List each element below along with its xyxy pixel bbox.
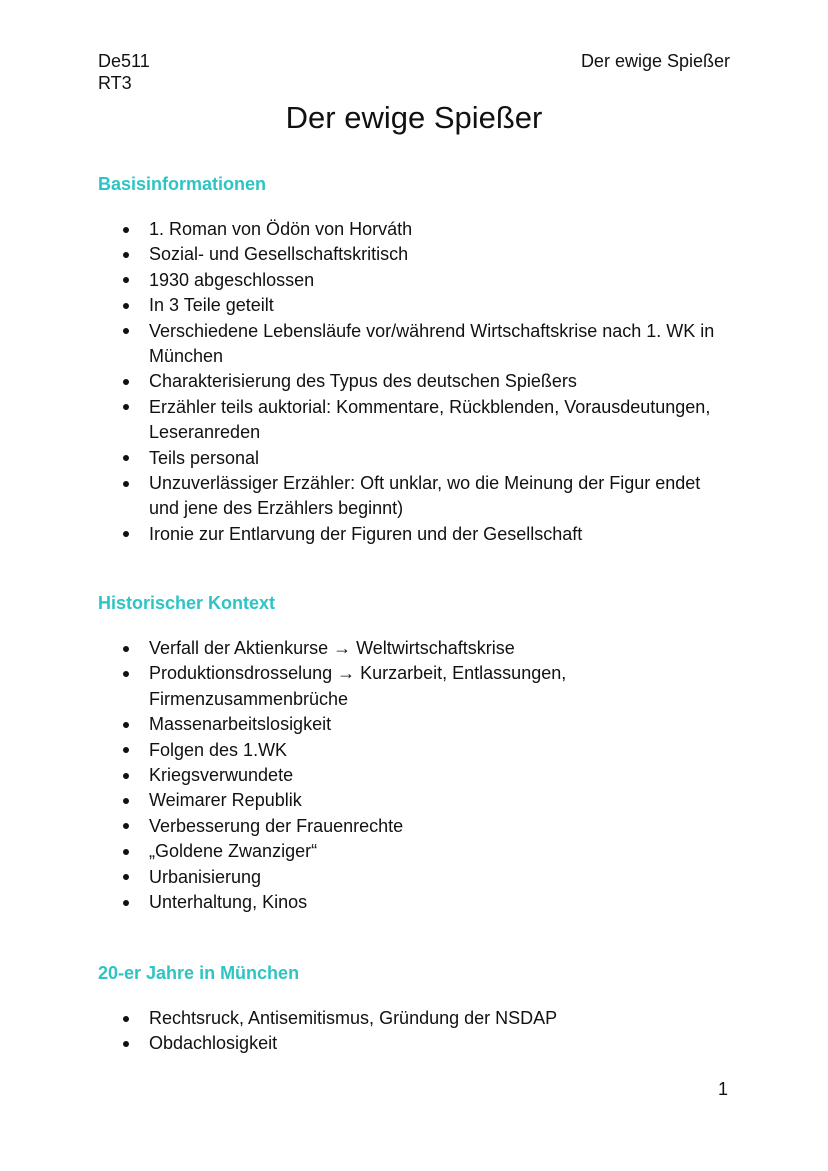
list-item: Unterhaltung, Kinos <box>123 890 723 915</box>
list-item: Folgen des 1.WK <box>123 738 723 763</box>
section-heading-20er-jahre-muenchen: 20-er Jahre in München <box>98 963 300 983</box>
list-item: In 3 Teile geteilt <box>123 293 723 318</box>
section-heading-basisinformationen: Basisinformationen <box>98 174 267 194</box>
list-item: Urbanisierung <box>123 865 723 890</box>
list-item: „Goldene Zwanziger“ <box>123 839 723 864</box>
header-left <box>98 50 150 94</box>
list-item: Verfall der Aktienkurse → Weltwirtschaftskrise <box>123 636 723 661</box>
list-item: Unzuverlässiger Erzähler: Oft unklar, wo die Meinung der Figur endet und jene des Erzählers beginnt) <box>123 471 723 522</box>
bullet-list-historischer-kontext <box>123 636 723 915</box>
list-item: Sozial- und Gesellschaftskritisch <box>123 242 723 267</box>
list-item: Kriegsverwundete <box>123 763 723 788</box>
list-item: Weimarer Republik <box>123 788 723 813</box>
list-item: Verbesserung der Frauenrechte <box>123 814 723 839</box>
page-title: Der ewige Spießer <box>285 100 543 135</box>
list-item: Ironie zur Entlarvung der Figuren und der Gesellschaft <box>123 522 723 547</box>
list-item: Erzähler teils auktorial: Kommentare, Rückblenden, Vorausdeutungen, Leseranreden <box>123 395 723 446</box>
list-item: 1930 abgeschlossen <box>123 268 723 293</box>
list-item: Obdachlosigkeit <box>123 1031 723 1056</box>
page-number: 1 <box>717 1079 728 1099</box>
document-code: De511 <box>98 51 150 71</box>
list-item: Rechtsruck, Antisemitismus, Gründung der NSDAP <box>123 1006 723 1031</box>
section-heading-historischer-kontext: Historischer Kontext <box>98 593 276 613</box>
list-item: Teils personal <box>123 446 723 471</box>
bullet-list-basisinformationen <box>123 217 723 547</box>
list-item: Verschiedene Lebensläufe vor/während Wirtschaftskrise nach 1. WK in München <box>123 319 723 370</box>
list-item: Massenarbeitslosigkeit <box>123 712 723 737</box>
list-item: 1. Roman von Ödön von Horváth <box>123 217 723 242</box>
list-item: Produktionsdrosselung → Kurzarbeit, Entlassungen, Firmenzusammenbrüche <box>123 661 723 712</box>
running-title: Der ewige Spießer <box>580 51 730 71</box>
bullet-list-20er-jahre-muenchen <box>123 1006 723 1057</box>
class-code: RT3 <box>98 73 132 93</box>
list-item: Charakterisierung des Typus des deutschen Spießers <box>123 369 723 394</box>
